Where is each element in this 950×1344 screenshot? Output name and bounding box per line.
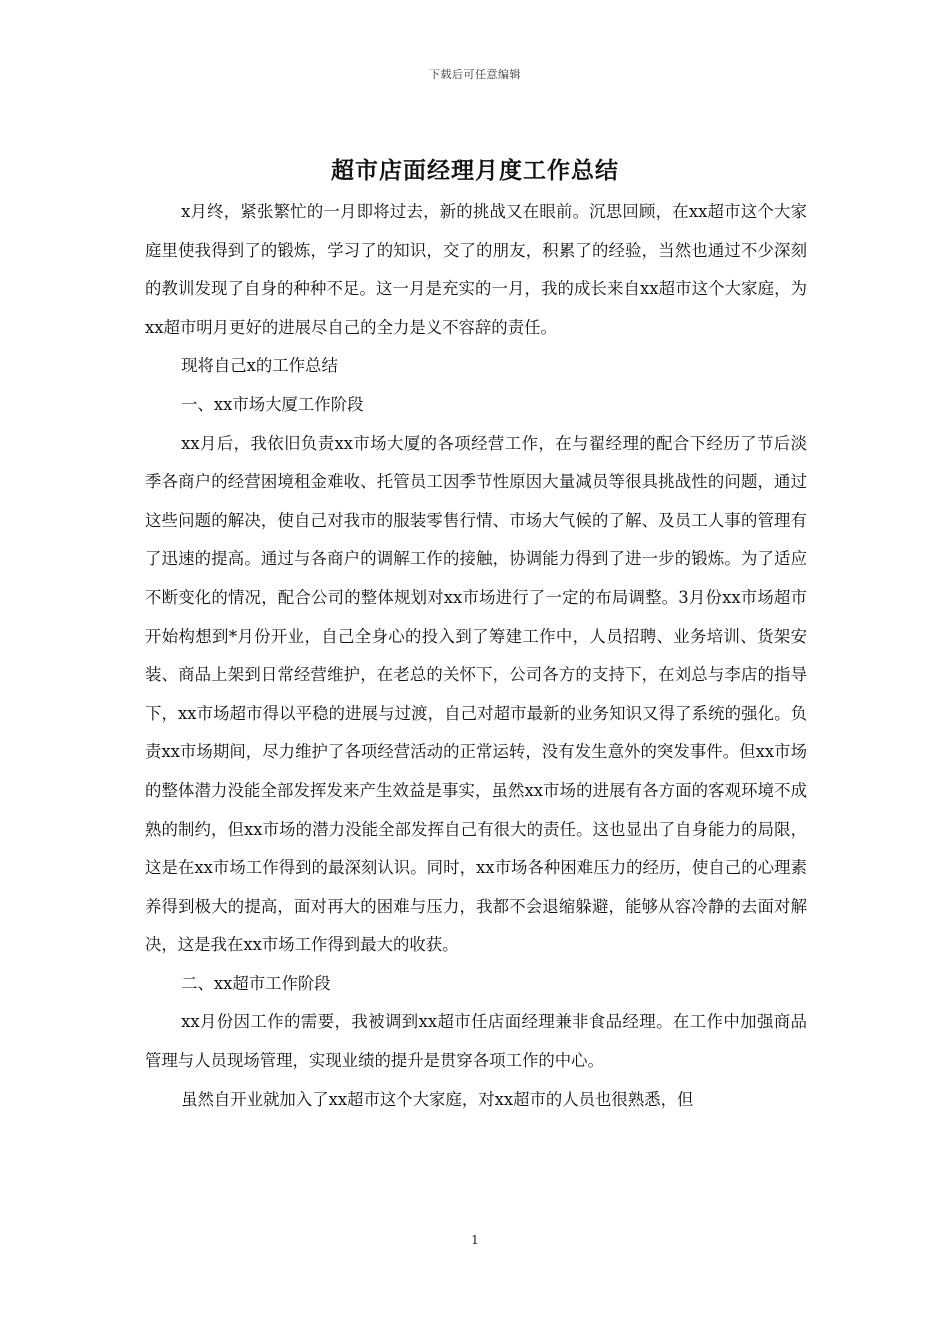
page-number: 1 bbox=[471, 1233, 479, 1247]
paragraph-intro: x月终，紧张繁忙的一月即将过去，新的挑战又在眼前。沉思回顾，在xx超市这个大家庭里使我得到了的锻炼，学习了的知识，交了的朋友，积累了的经验，当然也通过不少深刻的教训发现了自身的种种不足。这一月是充实的一月，我的成长来自xx超市这个大家庭，为xx超市明月更好的进展尽自己的全力是义不容辞的责任。 bbox=[145, 202, 807, 337]
paragraph-section-2: xx月份因工作的需要，我被调到xx超市任店面经理兼非食品经理。在工作中加强商品管理与人员现场管理，实现业绩的提升是贯穿各项工作的中心。 bbox=[145, 1012, 807, 1071]
paragraph-section-2-continued: 虽然自开业就加入了xx超市这个大家庭，对xx超市的人员也很熟悉，但 bbox=[181, 1089, 694, 1109]
paragraph-section-1: xx月后，我依旧负责xx市场大厦的各项经营工作，在与翟经理的配合下经历了节后淡季各商户的经营困境租金难收、托管员工因季节性原因大量减员等很具挑战性的问题，通过这些问题的解决，使自己对我市的服装零售行情、市场大气候的了解、及员工人事的管理有了迅速的提高。通过与各商户的调解工作的接触，协调能力得到了进一步的锻炼。为了适应不断变化的情况，配合公司的整体规划对xx市场进行了一定的布局调整。3月份xx市场超市开始构想到*月份开业，自己全身心的投入到了筹建工作中，人员招聘、业务培训、货架安装、商品上架到日常经营维护，在老总的关怀下，公司各方的支持下，在刘总与李店的指导下，xx市场超市得以平稳的进展与过渡，自己对超市最新的业务知识又得了系统的强化。负责xx市场期间，尽力维护了各项经营活动的正常运转，没有发生意外的突发事件。但xx市场的整体潜力没能全部发挥发来产生效益是事实，虽然xx市场的进展有各方面的客观环境不成熟的制约，但xx市场的潜力没能全部发挥自己有很大的责任。这也显出了自身能力的局限，这是在xx市场工作得到的最深刻认识。同时，xx市场各种困难压力的经历，使自己的心理素养得到极大的提高，面对再大的困难与压力，我都不会退缩躲避，能够从容冷静的去面对解决，这是我在xx市场工作得到最大的收获。 bbox=[145, 433, 807, 955]
paragraph-summary-lead: 现将自己x的工作总结 bbox=[181, 356, 338, 376]
section-heading-2: 二、xx超市工作阶段 bbox=[181, 973, 331, 993]
document-title: 超市店面经理月度工作总结 bbox=[331, 157, 619, 184]
section-heading-1: 一、xx市场大厦工作阶段 bbox=[181, 394, 364, 414]
page-header-note: 下载后可任意编辑 bbox=[429, 68, 521, 81]
document-body bbox=[145, 193, 807, 1119]
